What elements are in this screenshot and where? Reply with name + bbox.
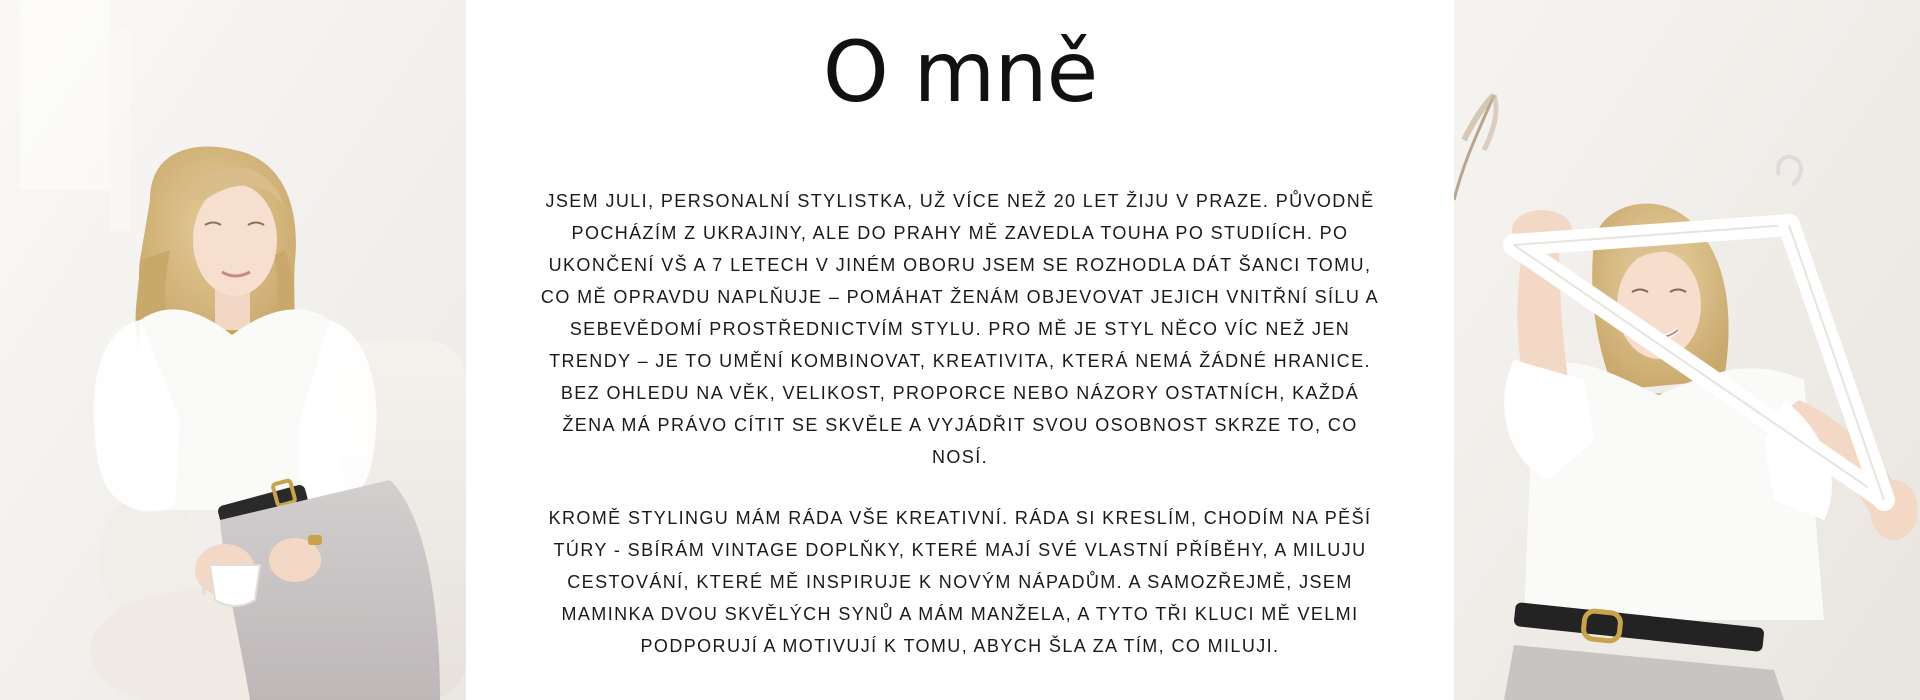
about-text [540,185,1380,662]
about-paragraph-1: JSEM JULI, PERSONALNÍ STYLISTKA, UŽ VÍCE NEŽ 20 LET ŽIJU V PRAZE. PŮVODNĚ POCHÁZÍM Z UKRAJINY, ALE DO PRAHY MĚ ZAVEDLA TOUHA PO STUDIÍCH. PO UKONČENÍ VŠ A 7 LETECH V JINÉM OBORU JSEM SE ROZHODLA DÁT ŠANCI TOMU, CO MĚ OPRAVDU NAPLŇUJE – POMÁHAT ŽENÁM OBJEVOVAT JEJICH VNITŘNÍ SÍLU A SEBEVĚDOMÍ PROSTŘEDNICTVÍM STYLU. PRO MĚ JE STYL NĚCO VÍC NEŽ JEN TRENDY – JE TO UMĚNÍ KOMBINOVAT, KREATIVITA, KTERÁ NEMÁ ŽÁDNÉ HRANICE. BEZ OHLEDU NA VĚK, VELIKOST, PROPORCE NEBO NÁZORY OSTATNÍCH, KAŽDÁ ŽENA MÁ PRÁVO CÍTIT SE SKVĚLE A VYJÁDŘIT SVOU OSOBNOST SKRZE TO, CO NOSÍ. [540,191,1380,468]
about-content [466,0,1454,700]
about-paragraph-2: KROMĚ STYLINGU MÁM RÁDA VŠE KREATIVNÍ. RÁDA SI KRESLÍM, CHODÍM NA PĚŠÍ TÚRY - SBÍRÁM VINTAGE DOPLŇKY, KTERÉ MAJÍ SVÉ VLASTNÍ PŘÍBĚHY, A MILUJU CESTOVÁNÍ, KTERÉ MĚ INSPIRUJE K NOVÝM NÁPADŮM. A SAMOZŘEJMĚ, JSEM MAMINKA DVOU SKVĚLÝCH SYNŮ A MÁM MANŽELA, A TYTO TŘI KLUCI MĚ VELMI PODPORUJÍ A MOTIVUJÍ K TOMU, ABYCH ŠLA ZA TÍM, CO MILUJI. [548,508,1372,657]
page-title: O mně [822,23,1098,121]
woman-seated-with-cup-photo [0,0,466,700]
woman-holding-hanger-photo [1454,0,1920,700]
